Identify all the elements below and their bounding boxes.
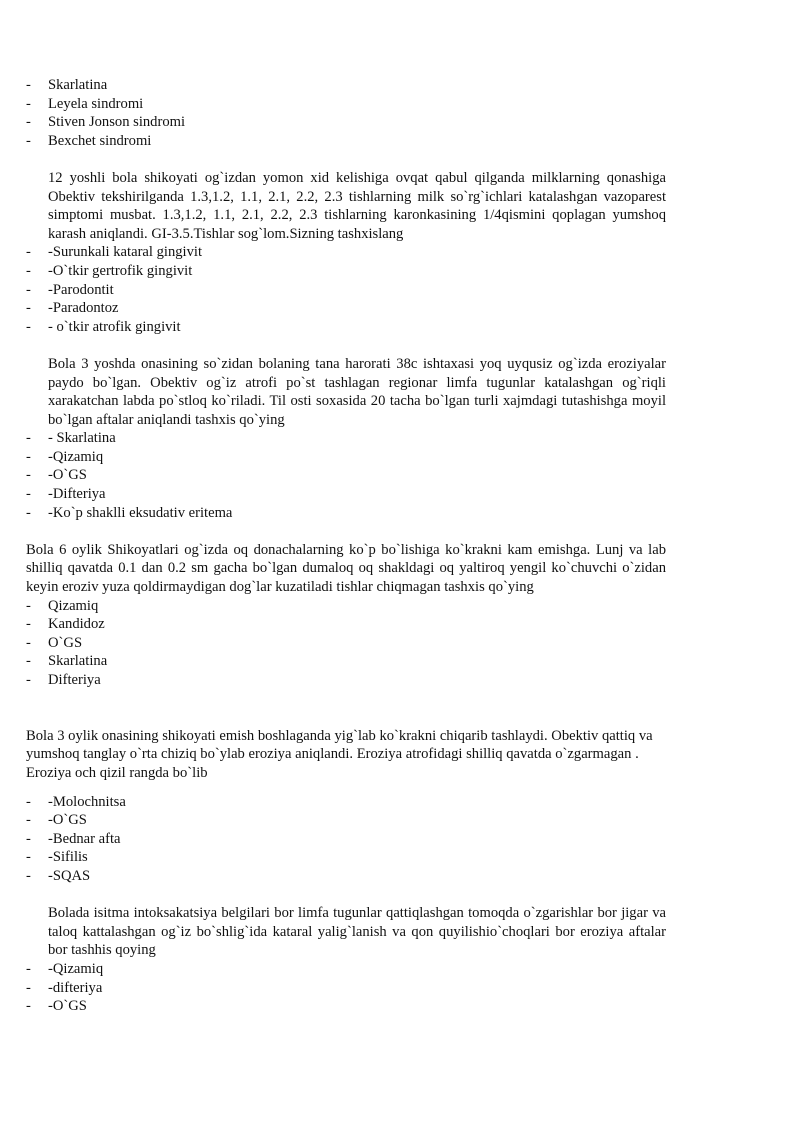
question-4: Bola 3 oylik onasining shikoyati emish boshlaganda yig`lab ko`krakni chiqarib tashlaydi. Obektiv qattiq va yumshoq tanglay o`rta chiziq bo`ylab eroziya aniqlandi. Eroziya atrofidagi shilliq qavatda o`zgarmagan . Eroziya och qizil rangda bo`lib xyxy=(26,727,653,781)
list-item: - Leyela sindromi xyxy=(26,95,144,112)
spacer xyxy=(0,886,800,905)
bullet-dash: - xyxy=(26,244,31,261)
spacer xyxy=(0,522,800,541)
list-item: - -difteriya xyxy=(26,979,103,996)
list-item: - -Paradontoz xyxy=(26,300,119,317)
answer-list-1 xyxy=(0,76,800,150)
bullet-dash: - xyxy=(26,504,31,521)
bullet-dash: - xyxy=(26,634,31,651)
list-item: - -Molochnitsa xyxy=(26,793,126,810)
bullet-dash: - xyxy=(26,318,31,335)
bullet-dash: - xyxy=(26,430,31,447)
bullet-dash: - xyxy=(26,979,31,996)
list-item: - Difteriya xyxy=(26,672,101,688)
bullet-dash: - xyxy=(26,867,31,884)
bullet-dash: - xyxy=(26,849,31,866)
answer-list-5 xyxy=(0,793,800,886)
answer-list-4 xyxy=(0,597,800,690)
bullet-dash: - xyxy=(26,597,31,614)
list-item: - Skarlatina xyxy=(26,653,108,670)
list-item: - Kandidoz xyxy=(26,616,105,633)
question-3: Bola 6 oylik Shikoyatlari og`izda oq donachalarning ko`p bo`lishiga ko`krakni kam emishga. Lunj va lab shilliq qavatda 0.1 dan 0.2 sm gacha bo`lgan dumaloq oq shakldagi oq yaltiroq yengil ko`chuvchi o`zidan keyin eroziv yuza qoldirmaydigan dog`lar kuzatiladi tishlar chiqmagan tashxis qo`ying xyxy=(26,541,666,596)
bullet-dash: - xyxy=(26,830,31,847)
spacer xyxy=(0,336,800,355)
list-item: - -Sifilis xyxy=(26,849,88,866)
bullet-dash: - xyxy=(26,77,31,93)
list-item: - Bexchet sindromi xyxy=(26,132,152,149)
list-item: - -Difteriya xyxy=(26,486,106,503)
spacer xyxy=(0,150,800,169)
bullet-dash: - xyxy=(26,300,31,317)
bullet-dash: - xyxy=(26,448,31,465)
bullet-dash: - xyxy=(26,467,31,484)
list-item: - -O`GS xyxy=(26,467,87,484)
bullet-dash: - xyxy=(26,672,31,688)
bullet-dash: - xyxy=(26,95,31,112)
spacer xyxy=(0,783,800,793)
answer-list-6 xyxy=(0,960,800,1016)
bullet-dash: - xyxy=(26,616,31,633)
bullet-dash: - xyxy=(26,653,31,670)
list-item: - Stiven Jonson sindromi xyxy=(26,114,186,131)
bullet-dash: - xyxy=(26,114,31,131)
list-item: - - o`tkir atrofik gingivit xyxy=(26,318,181,335)
question-5: Bolada isitma intoksakatsiya belgilari bor limfa tugunlar qattiqlashgan tomoqda o`zgarishlar bor jigar va taloq kattalashgan og`iz bo`shlig`ida kataral yalig`lanish va qon quyilishio`choqlari bor eroziya aftalar bor tashhis qoying xyxy=(48,905,666,959)
spacer xyxy=(0,690,800,727)
list-item: - -Parodontit xyxy=(26,281,114,298)
bullet-dash: - xyxy=(26,281,31,298)
list-item: - Skarlatina xyxy=(26,77,108,93)
bullet-dash: - xyxy=(26,960,31,977)
list-item: - O`GS xyxy=(26,634,83,651)
bullet-dash: - xyxy=(26,998,31,1015)
question-1: 12 yoshli bola shikoyati og`izdan yomon xid kelishiga ovqat qabul qilganda milklarning qonashiga Obektiv tekshirilganda 1.3,1.2, 1.1, 2.1, 2.2, 2.3 tishlarning milk so`rg`ichlari katalashgan vazoparest simptomi musbat. 1.3,1.2, 1.1, 2.1, 2.2, 2.3 tishlarning karonkasining 1/4qismini qoplagan yumshoq karash aniqlandi. GI-3.5.Tishlar sog`lom.Sizning tashxislang xyxy=(48,169,666,242)
answer-list-2 xyxy=(0,243,800,336)
list-item: - -Qizamiq xyxy=(26,960,104,977)
answer-list-3 xyxy=(0,429,800,522)
question-2: Bola 3 yoshda onasining so`zidan bolaning tana harorati 38c ishtaxasi yoq uyqusiz og`izda eroziyalar paydo bo`lgan. Obektiv og`iz atrofi po`st tashlagan regionar limfa tugunlar katalashgan og`riqli xarakatchan labda po`stloq ko`riladi. Til osti soxasida 20 tacha bo`lgan turli xajmdagi tutashishga moyil bo`lgan aftalar aniqlandi tashxis qo`ying xyxy=(48,355,666,428)
list-item: - -Surunkali kataral gingivit xyxy=(26,244,203,261)
list-item: - -Ko`p shaklli eksudativ eritema xyxy=(26,504,233,521)
list-item: - - Skarlatina xyxy=(26,430,116,447)
list-item: - -O`GS xyxy=(26,812,87,829)
document-page xyxy=(0,76,800,1016)
list-item: - -SQAS xyxy=(26,867,91,884)
bullet-dash: - xyxy=(26,812,31,829)
bullet-dash: - xyxy=(26,793,31,810)
list-item: - Qizamiq xyxy=(26,597,99,614)
list-item: - -Qizamiq xyxy=(26,448,104,465)
list-item: - -O`GS xyxy=(26,998,87,1015)
list-item: - -O`tkir gertrofik gingivit xyxy=(26,262,193,279)
bullet-dash: - xyxy=(26,486,31,503)
bullet-dash: - xyxy=(26,262,31,279)
list-item: - -Bednar afta xyxy=(26,830,121,847)
bullet-dash: - xyxy=(26,132,31,149)
